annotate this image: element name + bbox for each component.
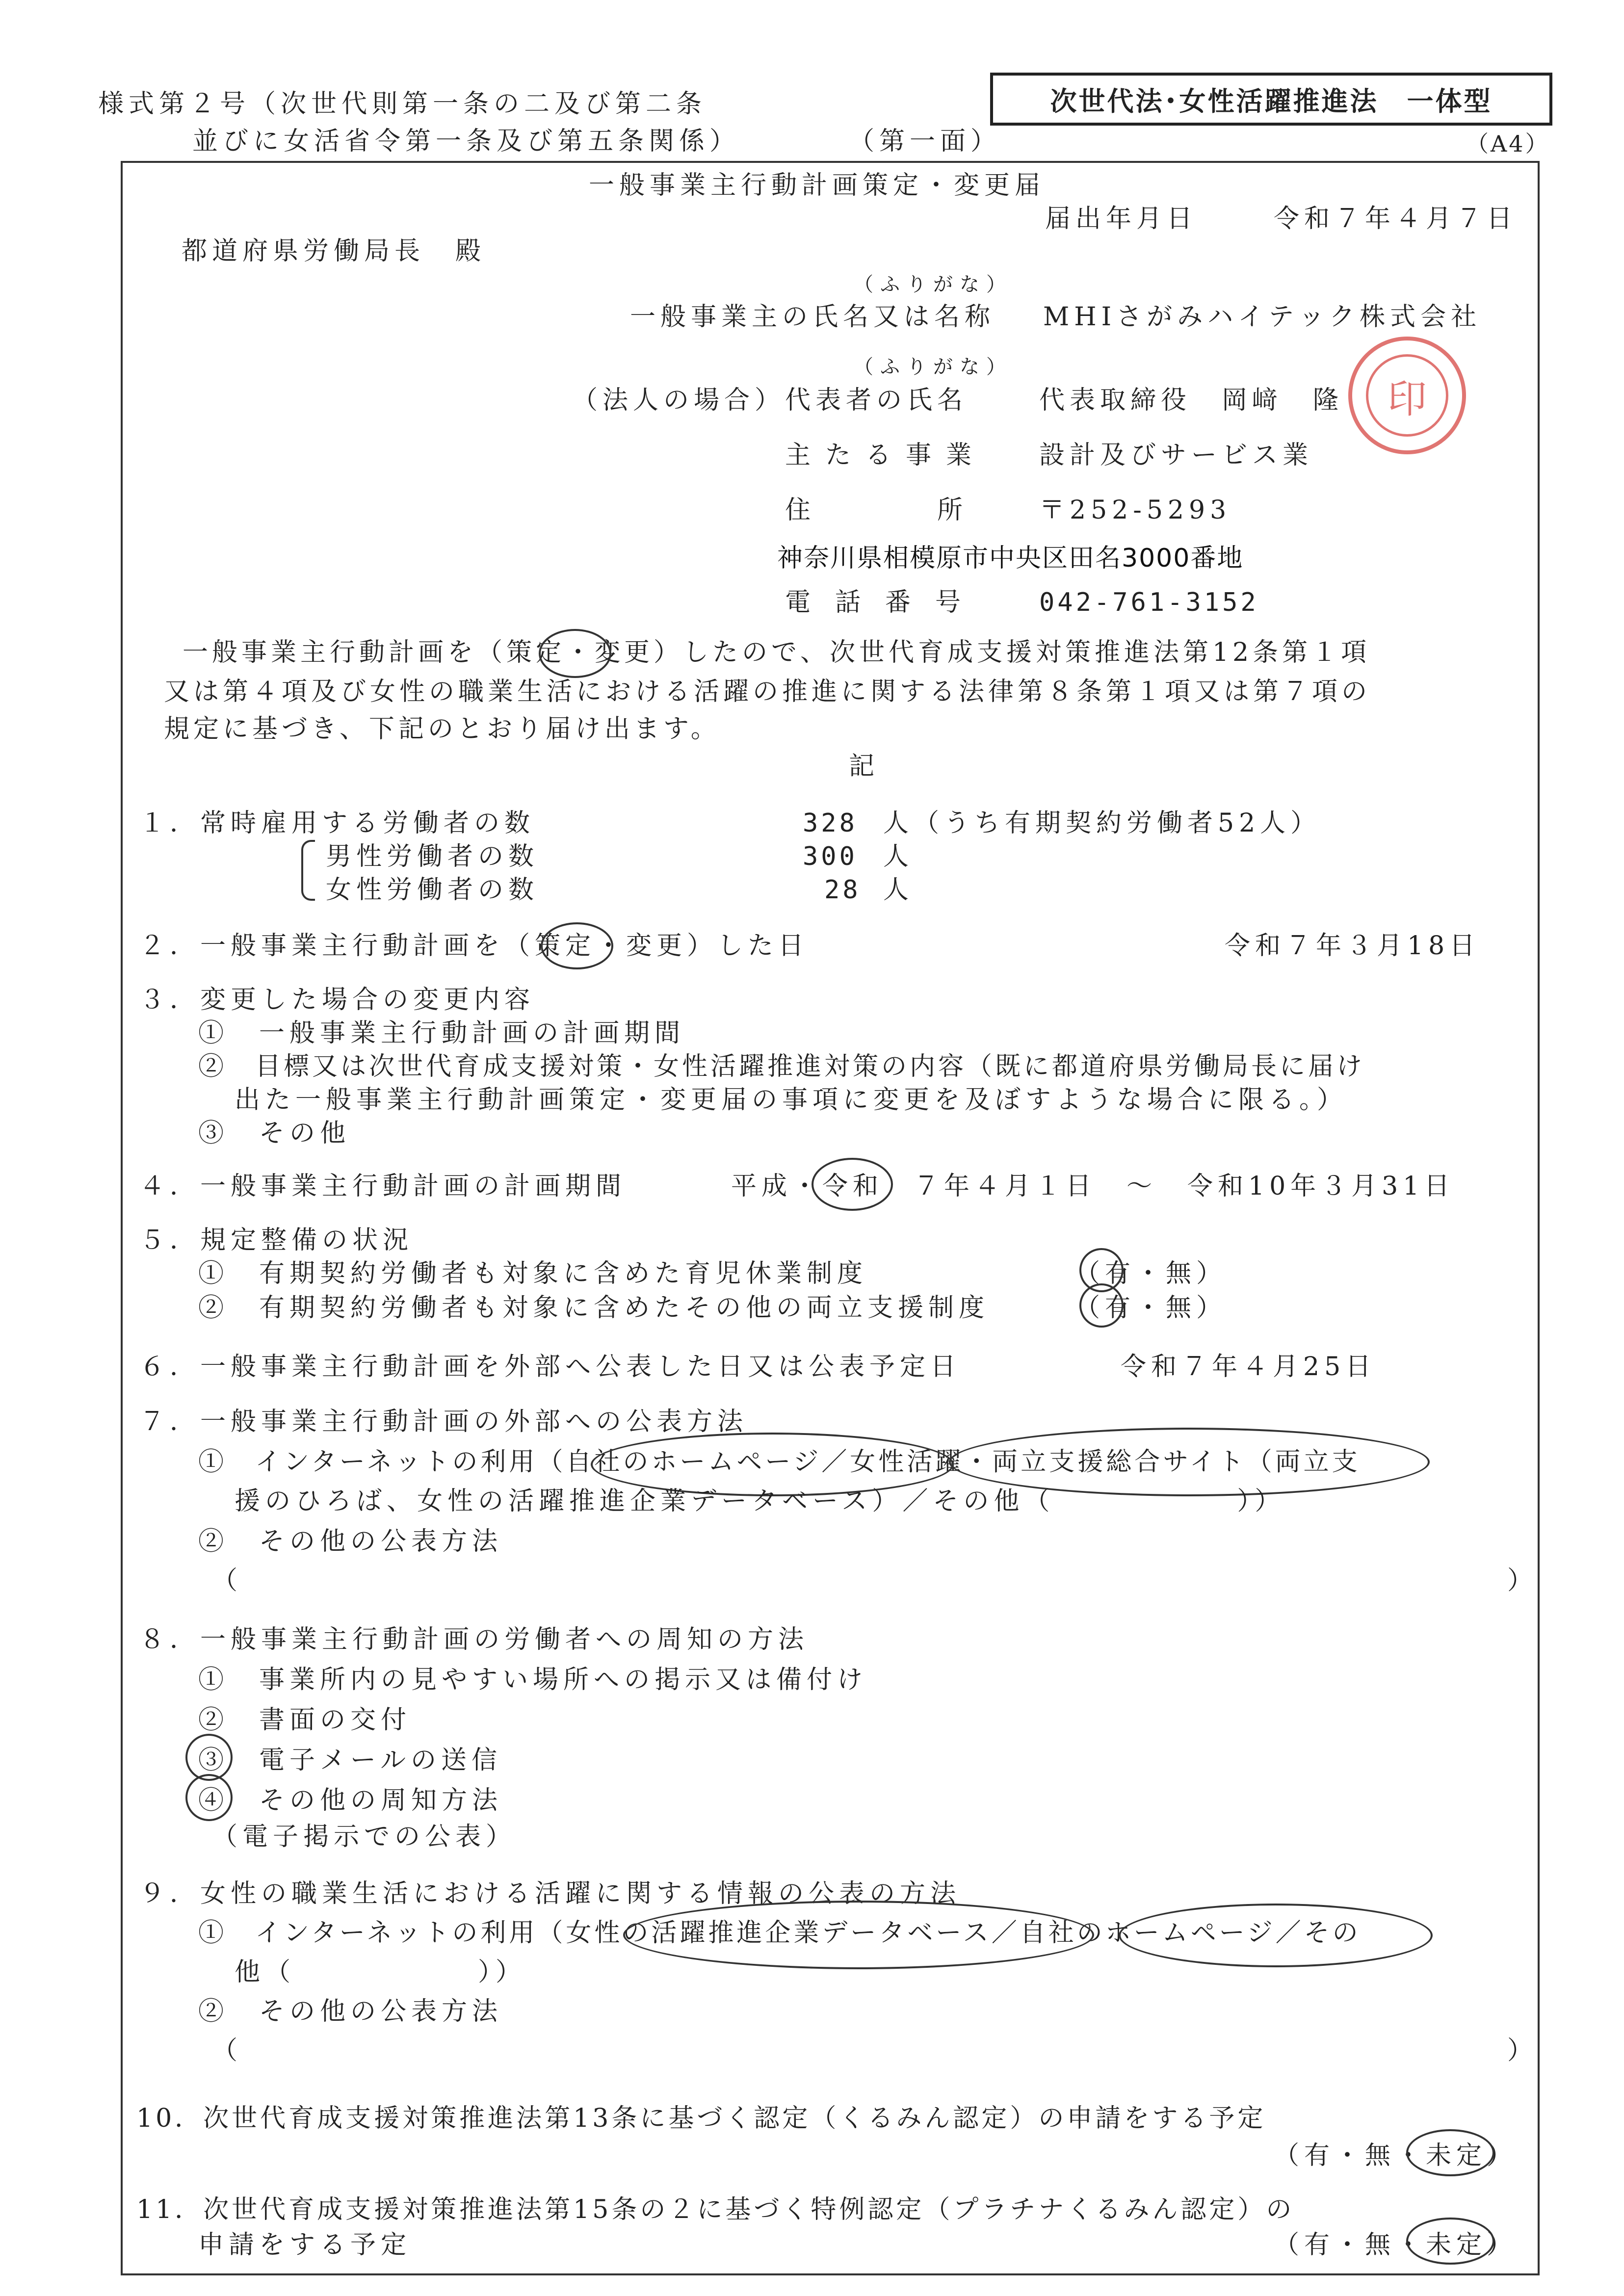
item9-option1a: ① インターネットの利用（女性の活躍推進企業データベース／自社のホームページ／その xyxy=(198,1918,1361,1948)
item9-paren-open: （ xyxy=(212,2036,243,2065)
item8-option3: ③ 電子メールの送信 xyxy=(198,1746,502,1775)
seal-mark-icon: 印 xyxy=(1388,376,1427,422)
item1-total: 328 xyxy=(803,809,858,838)
item3-label: ３．変更した場合の変更内容 xyxy=(139,985,535,1015)
circle-mark-item10-mitei xyxy=(1406,2129,1494,2176)
phone-value: 042-761-3152 xyxy=(1039,588,1259,617)
address-value: 神奈川県相模原市中央区田名3000番地 xyxy=(777,544,1244,573)
item2-label: ２．一般事業主行動計画を（策定・変更）した日 xyxy=(139,931,809,961)
item10-choice: （有・無・未定） xyxy=(1274,2141,1518,2170)
item1-female-label: 女性労働者の数 xyxy=(326,875,539,905)
item8-option1: ① 事業所内の見やすい場所への掲示又は備付け xyxy=(198,1665,868,1695)
form-title: 一般事業主行動計画策定・変更届 xyxy=(589,171,1046,200)
item11-choice: （有・無・未定） xyxy=(1274,2230,1518,2260)
item8-label: ８．一般事業主行動計画の労働者への周知の方法 xyxy=(139,1625,809,1654)
item4-label: ４．一般事業主行動計画の計画期間 xyxy=(139,1172,627,1201)
item6-label: ６．一般事業主行動計画を外部へ公表した日又は公表予定日 xyxy=(139,1352,961,1382)
item6-date: 令和７年４月25日 xyxy=(1121,1352,1376,1382)
phone-label: 電話番号 xyxy=(785,588,986,617)
circle-mark-item11-mitei xyxy=(1406,2218,1494,2265)
business-label: 主たる事業 xyxy=(785,441,987,470)
item10-label: 10．次世代育成支援対策推進法第13条に基づく認定（くるみん認定）の申請をする予定 xyxy=(136,2104,1266,2133)
item9-option2: ② その他の公表方法 xyxy=(198,1997,503,2026)
item7-label: ７．一般事業主行動計画の外部への公表方法 xyxy=(139,1407,748,1436)
item5-option2: ② 有期契約労働者も対象に含めたその他の両立支援制度 xyxy=(198,1293,990,1323)
law-type-badge: 次世代法･女性活躍推進法 一体型 xyxy=(990,73,1552,126)
item8-option4: ④ その他の周知方法 xyxy=(198,1786,503,1815)
form-number-line1: 様式第２号（次世代則第一条の二及び第二条 xyxy=(98,89,707,119)
postal-code: 〒252-5293 xyxy=(1039,496,1231,525)
item9-option1b: 他（ ）） xyxy=(235,1957,526,1987)
page-side-label: （第一面） xyxy=(849,127,1001,156)
item9-label: ９．女性の職業生活における活躍に関する情報の公表の方法 xyxy=(139,1879,961,1908)
item1-female-unit: 人 xyxy=(883,875,914,905)
item5-option2-choice: （有・無） xyxy=(1074,1293,1227,1323)
intro-line-3: 規定に基づき、下記のとおり届け出ます。 xyxy=(164,714,720,744)
representative-value: 代表取締役 岡﨑 隆 xyxy=(1039,386,1344,415)
ki-label: 記 xyxy=(849,752,880,781)
circle-mark-sakutei xyxy=(539,629,611,678)
item1-female-value: 28 xyxy=(824,875,861,905)
representative-label: （法人の場合）代表者の氏名 xyxy=(572,386,968,415)
item5-option1: ① 有期契約労働者も対象に含めた育児休業制度 xyxy=(198,1259,868,1288)
item5-label: ５．規定整備の状況 xyxy=(139,1226,414,1255)
item7-option1b: 援のひろば、女性の活躍推進企業データベース）／その他（ ）） xyxy=(235,1487,1285,1516)
item7-option1a: ① インターネットの利用（自社のホームページ／女性活躍・両立支援総合サイト（両立支 xyxy=(198,1447,1361,1477)
item7-option2: ② その他の公表方法 xyxy=(198,1527,503,1556)
furigana-label: （ふりがな） xyxy=(854,273,1013,296)
circle-mark-item8-4 xyxy=(185,1774,233,1821)
circle-mark-women-database xyxy=(623,1901,1094,1969)
item3-option1: ① 一般事業主行動計画の計画期間 xyxy=(198,1018,685,1048)
item8-note: （電子掲示での公表） xyxy=(212,1822,517,1852)
item11-label-line2: 申請をする予定 xyxy=(198,2230,412,2260)
employer-name-label: 一般事業主の氏名又は名称 xyxy=(630,302,995,332)
intro-line-1: 一般事業主行動計画を（策定・変更）したので、次世代育成支援対策推進法第12条第１項 xyxy=(183,638,1371,667)
item3-option3: ③ その他 xyxy=(198,1119,351,1148)
circle-mark-item2-sakutei xyxy=(541,922,613,969)
item7-paren-close: ） xyxy=(1507,1566,1538,1595)
item2-date: 令和７年３月18日 xyxy=(1225,931,1480,961)
circle-mark-reiwa xyxy=(812,1158,893,1211)
addressee: 都道府県労働局長 殿 xyxy=(182,236,486,266)
address-label: 住 所 xyxy=(785,496,968,525)
employer-name-value: MHIさがみハイテック株式会社 xyxy=(1043,302,1482,332)
item9-paren-close: ） xyxy=(1507,2036,1538,2065)
item1-total-unit: 人（うち有期契約労働者52人） xyxy=(883,809,1321,838)
circle-mark-ryoritsu-site xyxy=(949,1428,1430,1496)
furigana-label-2: （ふりがな） xyxy=(854,356,1013,378)
item1-male-unit: 人 xyxy=(883,842,914,871)
item4-period: ７年４月１日 ～ 令和10年３月31日 xyxy=(914,1172,1455,1201)
form-number-line2: 並びに女活省令第一条及び第五条関係） xyxy=(192,127,740,156)
item11-label-line1: 11．次世代育成支援対策推進法第15条の２に基づく特例認定（プラチナくるみん認定）の xyxy=(136,2195,1295,2224)
filing-date-value: 令和７年４月７日 xyxy=(1274,204,1518,234)
item1-label: １．常時雇用する労働者の数 xyxy=(139,809,535,838)
item4-era-choice: 平成・令和 xyxy=(731,1172,884,1201)
intro-line-2: 又は第４項及び女性の職業生活における活躍の推進に関する法律第８条第１項又は第７項の xyxy=(164,677,1371,706)
item1-male-value: 300 xyxy=(803,842,858,871)
item8-option2: ② 書面の交付 xyxy=(198,1705,412,1735)
item7-paren-open: （ xyxy=(212,1566,243,1595)
gender-brace xyxy=(301,840,315,901)
item3-option2a: ② 目標又は次世代育成支援対策・女性活躍推進対策の内容（既に都道府県労働局長に届け xyxy=(198,1052,1365,1081)
paper-size-label: （A4） xyxy=(1466,130,1550,157)
filing-date-label: 届出年月日 xyxy=(1045,204,1198,234)
item3-option2b: 出た一般事業主行動計画策定・変更届の事項に変更を及ぼすような場合に限る。） xyxy=(235,1085,1348,1115)
company-seal xyxy=(1348,337,1466,454)
item1-male-label: 男性労働者の数 xyxy=(326,842,539,871)
item5-option1-choice: （有・無） xyxy=(1074,1259,1227,1288)
circle-mark-own-homepage-2 xyxy=(1119,1904,1433,1967)
business-value: 設計及びサービス業 xyxy=(1039,441,1313,470)
circle-mark-item5-2-yes xyxy=(1079,1283,1124,1328)
